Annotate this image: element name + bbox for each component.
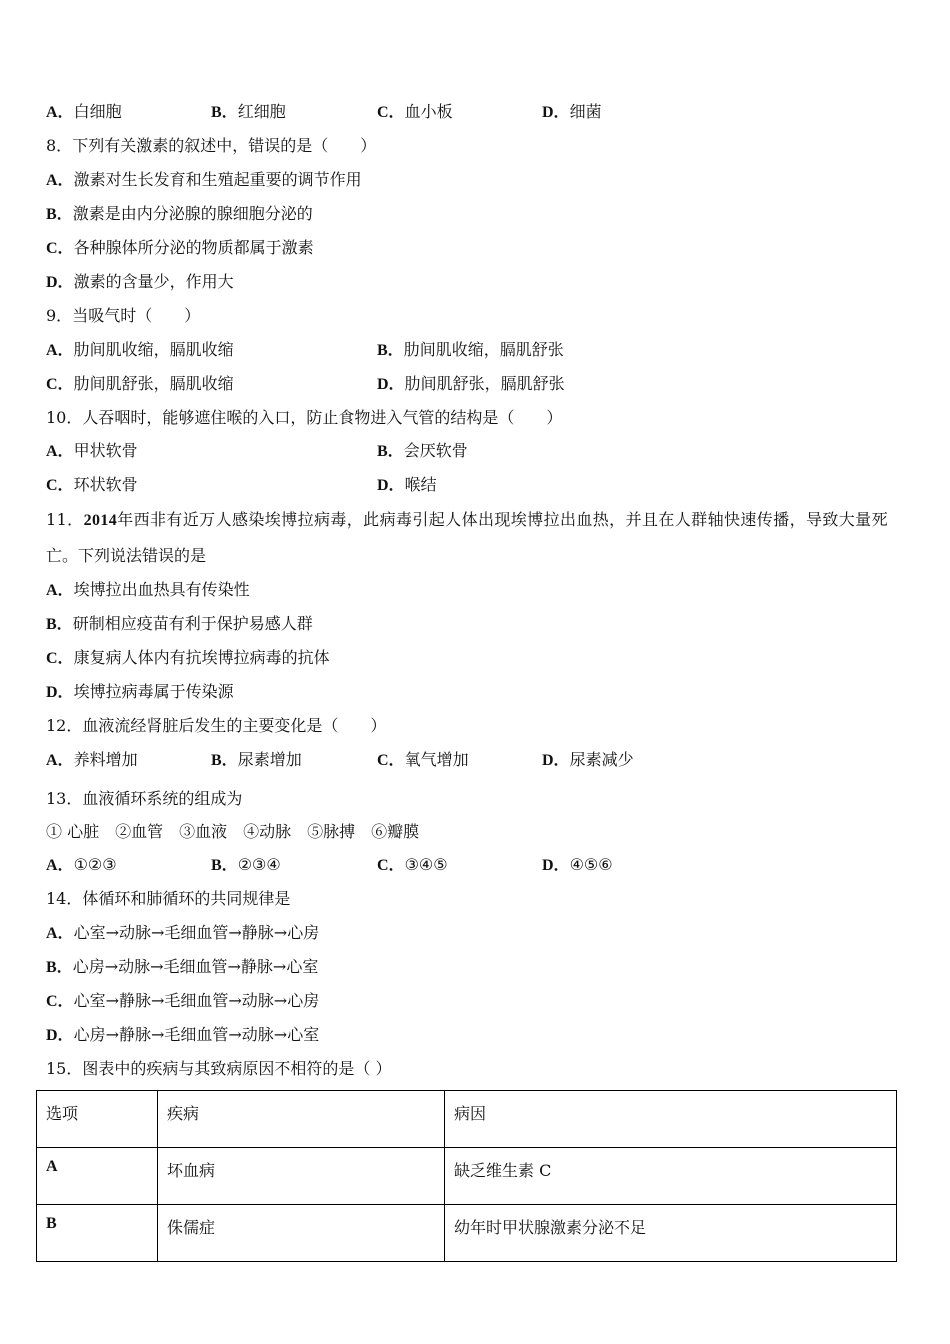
q14-stem: 14．体循环和肺循环的共同规律是 [46,889,291,908]
q13-items: ① 心脏 ②血管 ③血液 ④动脉 ⑤脉搏 ⑥瓣膜 [46,822,420,841]
table-header-row [37,1091,897,1148]
q9-option-a: A．肋间肌收缩，膈肌收缩 [46,340,234,359]
q14-option-c: C．心室→静脉→毛细血管→动脉→心房 [46,991,320,1010]
table-cell: 疾病 [158,1091,445,1148]
q9-option-c: C．肋间肌舒张，膈肌收缩 [46,374,234,393]
q11-stem: 11．2014年西非有近万人感染埃博拉病毒，此病毒引起人体出现埃博拉出血热，并且在人群轴快速传播，导致大量死 [46,510,888,529]
q9-option-d: D．肋间肌舒张，膈肌舒张 [377,374,565,393]
q7-option-b: B．红细胞 [211,102,286,121]
q11-option-b: B．研制相应疫苗有利于保护易感人群 [46,614,313,633]
table-cell: 坏血病 [158,1148,445,1205]
q10-option-b: B．会厌软骨 [377,441,468,460]
q10-option-a: A．甲状软骨 [46,441,138,460]
q8-option-d: D．激素的含量少，作用大 [46,272,234,291]
q8-option-b: B．激素是由内分泌腺的腺细胞分泌的 [46,204,313,223]
q12-option-b: B．尿素增加 [211,750,302,769]
q11-stem-continued: 亡。下列说法错误的是 [46,546,207,565]
table-row [37,1205,897,1262]
q13-option-b: B．②③④ [211,855,281,874]
q11-option-a: A．埃博拉出血热具有传染性 [46,580,250,599]
q13-option-d: D．④⑤⑥ [542,855,613,874]
q7-option-a: A．白细胞 [46,102,122,121]
table-cell: 缺乏维生素 C [445,1148,897,1205]
table-row [37,1148,897,1205]
q7-option-c: C．血小板 [377,102,453,121]
q11-option-c: C．康复病人体内有抗埃博拉病毒的抗体 [46,648,330,667]
q10-option-d: D．喉结 [377,475,437,494]
table-cell: 侏儒症 [158,1205,445,1262]
q15-table [36,1090,897,1262]
q10-stem: 10．人吞咽时，能够遮住喉的入口，防止食物进入气管的结构是（ ） [46,408,563,427]
q7-option-d: D．细菌 [542,102,602,121]
q8-option-a: A．激素对生长发育和生殖起重要的调节作用 [46,170,362,189]
table-cell: B [37,1205,158,1262]
q8-stem: 8．下列有关激素的叙述中，错误的是（ ） [46,136,377,155]
q13-stem: 13．血液循环系统的组成为 [46,789,243,808]
q13-option-c: C．③④⑤ [377,855,448,874]
q13-option-a: A．①②③ [46,855,117,874]
q10-option-c: C．环状软骨 [46,475,138,494]
table-cell: A [37,1148,158,1205]
q9-stem: 9．当吸气时（ ） [46,306,201,325]
q14-option-d: D．心房→静脉→毛细血管→动脉→心室 [46,1025,320,1044]
q8-option-c: C．各种腺体所分泌的物质都属于激素 [46,238,314,257]
q11-option-d: D．埃博拉病毒属于传染源 [46,682,234,701]
q12-option-a: A．养料增加 [46,750,138,769]
table-cell: 病因 [445,1091,897,1148]
q9-option-b: B．肋间肌收缩，膈肌舒张 [377,340,564,359]
q15-stem: 15．图表中的疾病与其致病原因不相符的是（ ） [46,1059,392,1078]
q12-option-c: C．氧气增加 [377,750,469,769]
q12-stem: 12．血液流经肾脏后发生的主要变化是（ ） [46,716,387,735]
table-cell: 选项 [37,1091,158,1148]
q12-option-d: D．尿素减少 [542,750,634,769]
table-cell: 幼年时甲状腺激素分泌不足 [445,1205,897,1262]
q14-option-b: B．心房→动脉→毛细血管→静脉→心室 [46,957,319,976]
q14-option-a: A．心室→动脉→毛细血管→静脉→心房 [46,923,320,942]
